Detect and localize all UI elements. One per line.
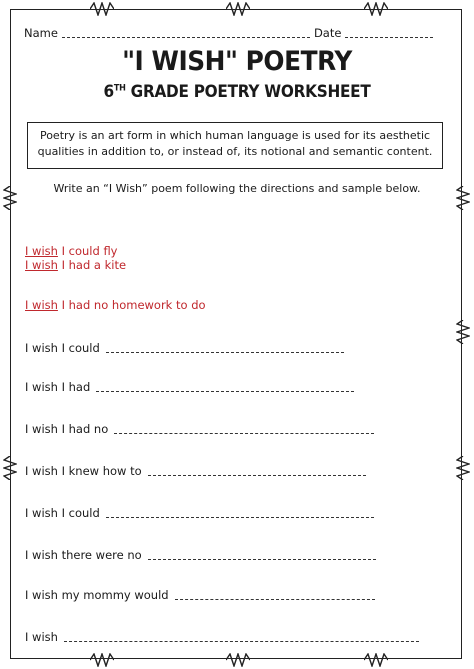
answer-blank[interactable] [96,381,354,392]
name-label: Name [24,26,58,40]
grade-number: 6 [103,82,114,102]
name-field[interactable] [62,27,310,38]
prompt-text: I wish there were no [25,548,142,562]
answer-blank[interactable] [114,423,374,434]
prompt-text: I wish I could [25,341,100,355]
prompt-line-2 [25,378,354,394]
answer-blank[interactable] [148,465,366,476]
zigzag-ornament-bottom-left [90,653,114,667]
date-field[interactable] [345,27,433,38]
prompt-line-8 [25,628,419,644]
instructions: Write an “I Wish” poem following the directions and sample below. [53,182,421,195]
prompt-line-3 [25,420,374,436]
zigzag-ornament-top-right [364,2,388,16]
sample-rest: I had no homework to do [61,298,206,312]
prompt-line-1 [25,339,344,355]
prompt-text: I wish I knew how to [25,464,142,478]
sample-rest: I could fly [61,244,118,258]
prompt-line-4 [25,462,366,478]
answer-blank[interactable] [64,631,419,642]
zigzag-ornament-top-left [90,2,114,16]
answer-blank[interactable] [148,549,376,560]
prompt-text: I wish my mommy would [25,588,169,602]
prompt-text: I wish [25,630,58,644]
zigzag-ornament-bottom-right [364,653,388,667]
prompt-text: I wish I had [25,380,91,394]
zigzag-ornament-bottom-center [226,653,250,667]
sample-lead: I wish [25,244,58,258]
zigzag-ornament-left-2 [3,456,17,480]
zigzag-ornament-top-center [226,2,250,16]
date-label: Date [313,26,342,40]
page-title: "I WISH" POETRY [122,46,352,77]
zigzag-ornament-right-3 [456,456,470,480]
sample-line-3 [25,296,206,312]
header-row [24,22,454,40]
subtitle-text: GRADE POETRY WORKSHEET [130,82,371,102]
prompt-line-7 [25,586,375,602]
grade-suffix: TH [113,83,126,94]
sample-lead: I wish [25,298,58,312]
sample-lead: I wish [25,258,58,272]
zigzag-ornament-right-2 [456,320,470,344]
prompt-text: I wish I could [25,506,100,520]
answer-blank[interactable] [106,342,344,353]
prompt-text: I wish I had no [25,422,109,436]
prompt-line-5 [25,504,374,520]
page-subtitle [24,82,451,102]
sample-line-2 [25,256,126,272]
answer-blank[interactable] [106,507,374,518]
sample-rest: I had a kite [61,258,127,272]
definition-box: Poetry is an art form in which human language is used for its aesthetic qualities in addition to, or instead of, its notional and semantic content. [27,122,443,169]
prompt-line-6 [25,546,376,562]
answer-blank[interactable] [175,589,375,600]
